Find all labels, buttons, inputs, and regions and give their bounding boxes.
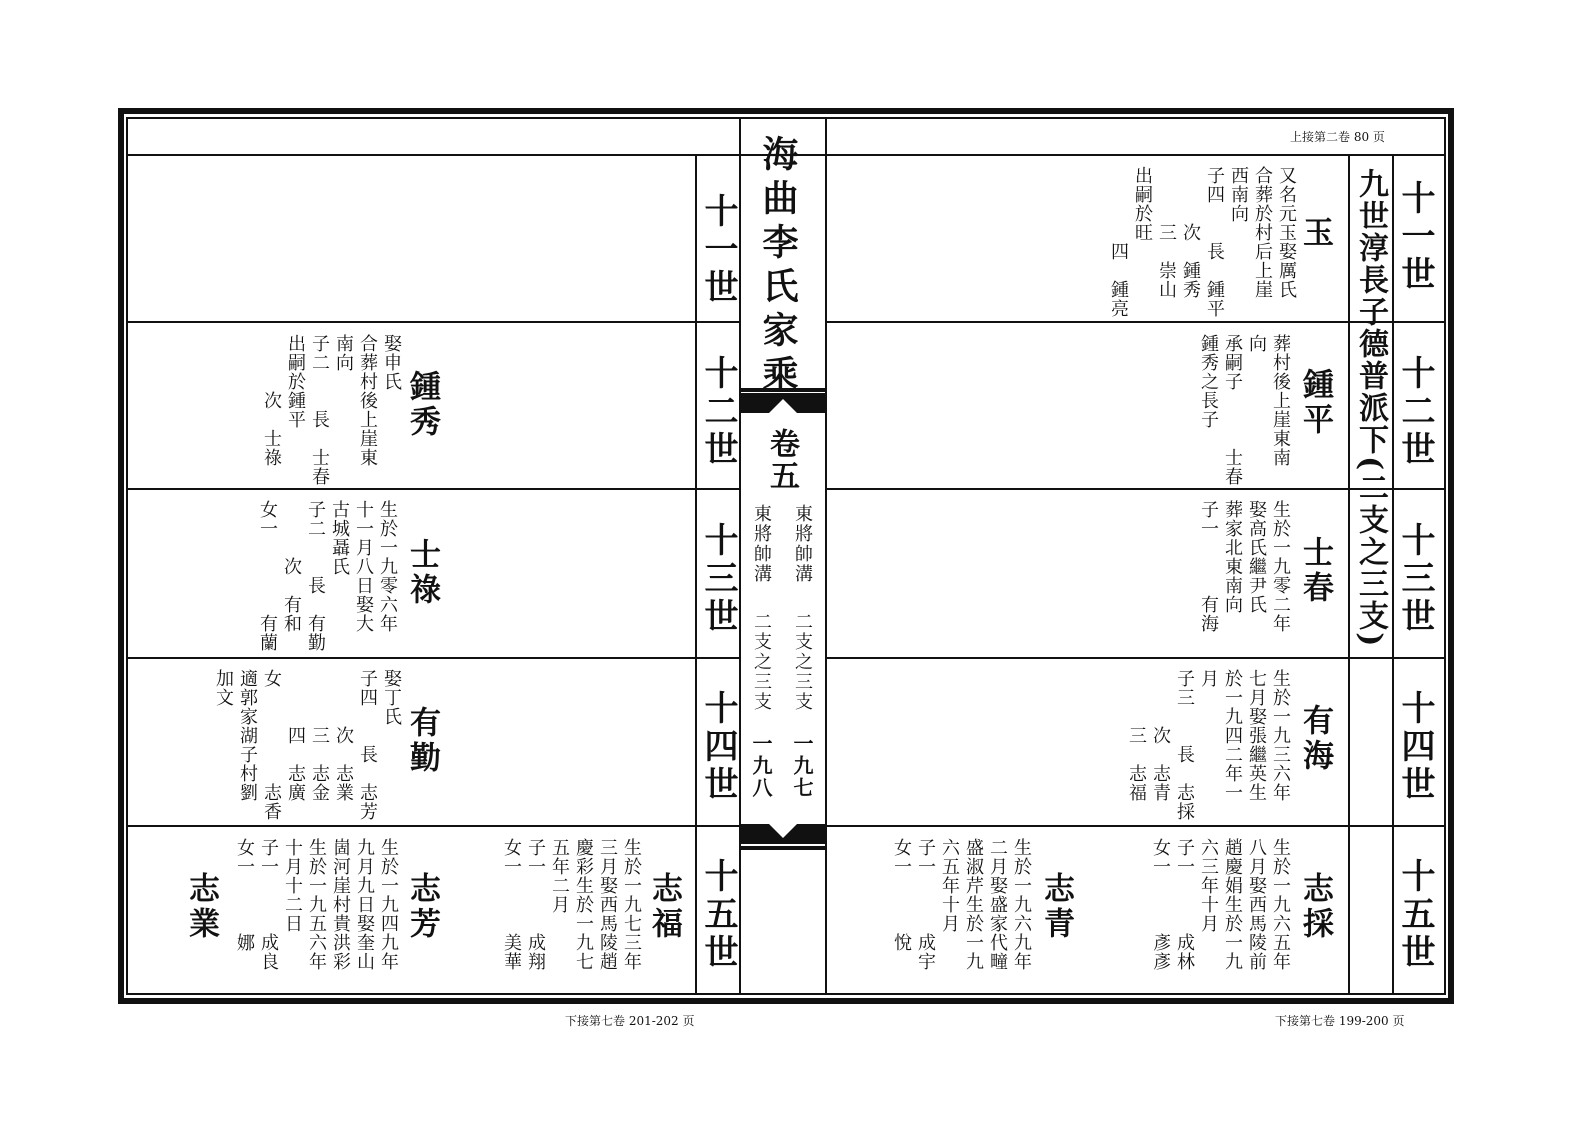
generation-label-right: 十二世 [1395,355,1435,469]
person-details-shichun: 生於一九零二年 娶高氏繼尹氏 葬家北東南向 子一 有海 [1198,500,1291,633]
person-name-zhifu: 志福 [646,872,682,942]
row-divider [126,657,740,659]
generation-label-left: 十一世 [698,193,738,307]
center-column-right-border [825,117,827,995]
person-name-zhicai: 志採 [1297,872,1333,942]
nav-top-right: 上接第二卷 80 页 [1290,130,1385,144]
row-divider [126,321,740,323]
generation-label-left: 十三世 [698,522,738,636]
center-column-left-border [739,117,741,995]
person-name-zhiqing: 志青 [1038,872,1074,942]
left-generation-column-border [695,154,697,995]
person-name-shichun: 士春 [1297,536,1333,606]
generation-label-left: 十四世 [698,690,738,804]
nav-bottom-left: 下接第七卷 201-202 页 [565,1014,695,1028]
person-name-zhongping: 鍾平 [1297,368,1333,438]
right-page-number: 一九七 [790,733,814,799]
volume-label: 卷五 [764,428,799,492]
person-name-zhongxiu: 鍾秀 [404,370,440,440]
person-details-youhai: 生於一九三六年 七月娶張繼英生 於一九四二年一 月 子三 長 志採 次 志青 三 志福 [1126,669,1291,821]
row-divider [827,657,1446,659]
person-name-youqin: 有勤 [404,706,440,776]
person-details-zhifang: 生於一九四九年 九月九日娶奎山 崮河崖村貴洪彩 生於一九五六年 十月十二日 子一 成良 女一 娜 [234,838,399,971]
person-details-yu: 又名元玉娶厲氏 合葬於村后上崖 西南向 子四 長 鍾平 次 鍾秀 三 崇山 出嗣於旺 四 鍾亮 [1108,166,1297,318]
lineage-column-right-border [1392,154,1394,995]
nav-bottom-right: 下接第七卷 199-200 页 [1275,1014,1405,1028]
person-details-zhiqing: 生於一九六九年 二月娶盛家代疃 盛淑芹生於一九 六五年十月 子一 成宇 女一 悅 [891,838,1032,971]
left-page-number: 一九八 [749,733,773,799]
left-page-branch: 二支之三支 [751,612,772,712]
person-details-zhicai: 生於一九六五年 八月娶西馬陵前 趙慶娟生於一九 六三年十月 子一 成林 女一 彥彥 [1150,838,1291,971]
right-page-place: 東將帥溝 [792,504,813,584]
generation-label-left: 十二世 [698,355,738,469]
person-name-youhai: 有海 [1297,704,1333,774]
book-title: 海曲李氏家乘 [757,135,799,399]
person-name-zhifang: 志芳 [404,872,440,942]
lineage-column-left-border [1348,154,1350,995]
row-divider [126,488,740,490]
left-page-place: 東將帥溝 [751,504,772,584]
generation-label-right: 十三世 [1395,522,1435,636]
person-name-shilu: 士祿 [404,538,440,608]
person-details-shilu: 生於一九零六年 十一月八日娶大 古城聶氏 子二 長 有勤 次 有和 女一 有蘭 [257,500,398,652]
person-details-zhongping: 葬村後上崖東南 向 承嗣子 士春 鍾秀之長子 [1198,334,1291,486]
right-page-branch: 二支之三支 [792,612,813,712]
spine-ribbon-bottom [741,820,825,844]
generation-label-right: 十五世 [1395,858,1435,972]
lineage-title: 九世淳長子德普派下(二支之三支) [1353,168,1388,649]
generation-label-left: 十五世 [698,858,738,972]
generation-label-right: 十一世 [1395,180,1435,294]
person-details-youqin: 娶丁氏 子四 長 志芳 次 志業 三 志金 四 志廣 女 志香 適郭家湖子村劉 加文 [213,669,402,821]
row-divider [126,825,740,827]
spine-rule [741,846,825,850]
person-name-yu: 玉 [1297,216,1333,251]
generation-label-right: 十四世 [1395,690,1435,804]
person-details-zhongxiu: 娶申氏 合葬村後上崖東 南向 子二 長 士春 出嗣於鍾平 次 士祿 [261,334,402,486]
person-name-zhiye: 志業 [183,872,219,942]
row-divider [827,825,1446,827]
person-details-zhifu: 生於一九七三年 三月娶西馬陵趙 慶彩生於一九七 五年二月 子一 成翔 女一 美華 [501,838,642,971]
